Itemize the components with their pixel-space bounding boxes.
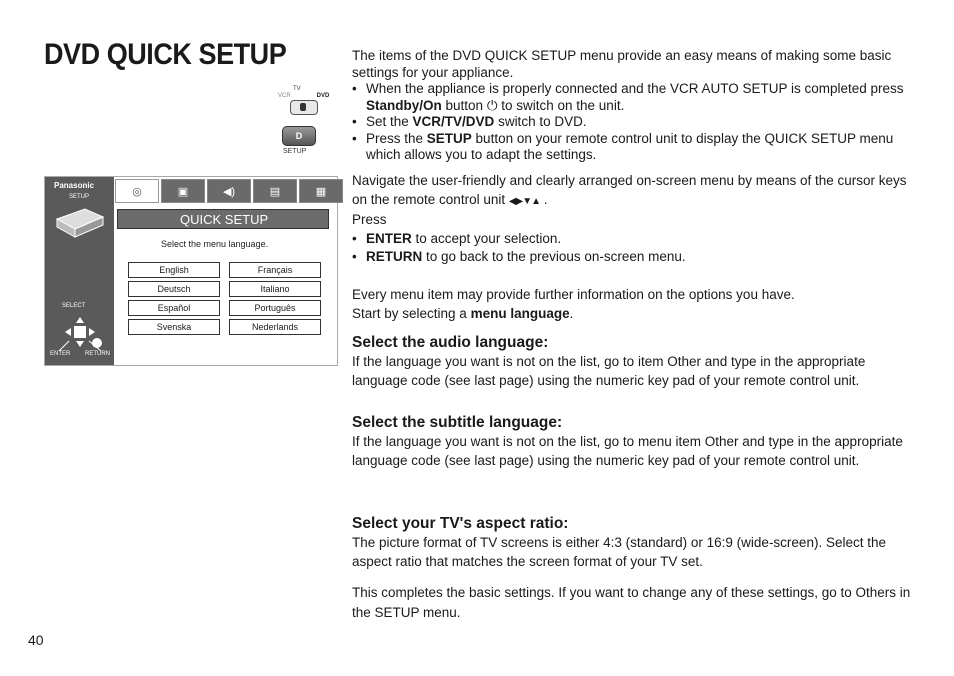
setup-button-label: SETUP — [283, 148, 307, 155]
cursor-arrows-icon: ◀▶▼▲ — [508, 195, 541, 207]
switch-knob — [300, 103, 306, 111]
select-label: SELECT — [62, 303, 86, 309]
section-subtitle — [352, 415, 912, 471]
picture-icon: ▣ — [177, 185, 189, 198]
others-icon: ▦ — [315, 185, 327, 198]
page-number: 40 — [28, 632, 44, 648]
lang-option[interactable]: English — [128, 262, 220, 278]
tab-disc[interactable] — [115, 179, 159, 203]
osd-menu-title: QUICK SETUP — [117, 209, 329, 229]
tab-audio[interactable] — [207, 179, 251, 203]
osd-tab-bar — [115, 179, 343, 203]
section-audio — [352, 335, 912, 391]
info-block — [352, 285, 912, 323]
return-label: RETURN — [85, 351, 110, 357]
section-aspect — [352, 516, 912, 572]
lang-option[interactable]: Français — [229, 262, 321, 278]
section-text: The picture format of TV screens is either 4:3 (standard) or 16:9 (wide-screen). Select the aspect ratio that matches the screen format of your TV set. — [352, 534, 886, 569]
lang-option[interactable]: Português — [229, 300, 321, 316]
display-icon: ▤ — [269, 185, 281, 198]
speaker-icon: ◀) — [222, 185, 236, 198]
osd-quick-setup-panel — [44, 176, 338, 366]
dvd-player-icon — [55, 207, 105, 239]
lang-option[interactable]: Español — [128, 300, 220, 316]
lang-option[interactable]: Svenska — [128, 319, 220, 335]
switch-dvd-label: DVD — [316, 93, 330, 99]
section-heading: Select the audio language: — [352, 334, 549, 351]
osd-prompt: Select the menu language. — [161, 239, 269, 249]
setup-button[interactable]: D — [282, 126, 316, 146]
dpad-icon — [55, 315, 105, 365]
enter-label: ENTER — [50, 351, 71, 357]
switch-tv-label: TV — [293, 86, 301, 92]
intro-block — [352, 48, 912, 164]
switch-vcr-label: VCR — [278, 93, 291, 99]
press-label: Press — [352, 212, 387, 227]
vcr-tv-dvd-switch[interactable] — [290, 100, 318, 115]
section-text: If the language you want is not on the list, go to menu item Other and type in the appropriate language code (see last page) using the numeric key pad of your remote control unit. — [352, 433, 903, 468]
section-text: If the language you want is not on the list, go to item Other and type in the appropriate language code (see last page) using the numeric key pad of your remote control unit. — [352, 353, 866, 388]
lang-option[interactable]: Nederlands — [229, 319, 321, 335]
lang-option[interactable]: Deutsch — [128, 281, 220, 297]
intro-text: The items of the DVD QUICK SETUP menu provide an easy means of making some basic settings for your appliance. — [352, 48, 892, 80]
osd-sidebar — [45, 177, 114, 365]
brand-logo: Panasonic — [54, 181, 95, 190]
switch-labels — [278, 93, 329, 99]
navigate-text: Navigate the user-friendly and clearly arranged on-screen menu by means of the cursor keys on the remote control unit ◀▶▼▲ . — [352, 173, 907, 207]
tab-others[interactable] — [299, 179, 343, 203]
page-title: DVD QUICK SETUP — [44, 38, 287, 71]
section-heading: Select your TV's aspect ratio: — [352, 515, 569, 532]
section-heading: Select the subtitle language: — [352, 414, 563, 431]
tab-picture[interactable] — [161, 179, 205, 203]
tab-display[interactable] — [253, 179, 297, 203]
disc-icon: ◎ — [132, 185, 142, 198]
bullet-enter: • ENTER to accept your selection. — [352, 230, 912, 249]
power-icon: ⏻ — [486, 97, 498, 113]
bullet-setup: • Press the SETUP button on your remote control unit to display the QUICK SETUP menu which allows you to adapt the settings. — [352, 131, 912, 164]
info-line1: Every menu item may provide further information on the options you have. — [352, 287, 795, 302]
bullet-switch: • Set the VCR/TV/DVD switch to DVD. — [352, 114, 912, 131]
brand-subtitle: SETUP — [69, 194, 90, 200]
closing-text: This completes the basic settings. If you want to change any of these settings, go to Others in the SETUP menu. — [352, 585, 911, 620]
bullet-standby: • When the appliance is properly connected and the VCR AUTO SETUP is completed press Standby/On button ⏻ to switch on the unit. — [352, 81, 912, 114]
navigate-block — [352, 172, 912, 267]
lang-option[interactable]: Italiano — [229, 281, 321, 297]
bullet-return: • RETURN to go back to the previous on-screen menu. — [352, 248, 912, 267]
info-line2: Start by selecting a menu language. — [352, 306, 574, 321]
